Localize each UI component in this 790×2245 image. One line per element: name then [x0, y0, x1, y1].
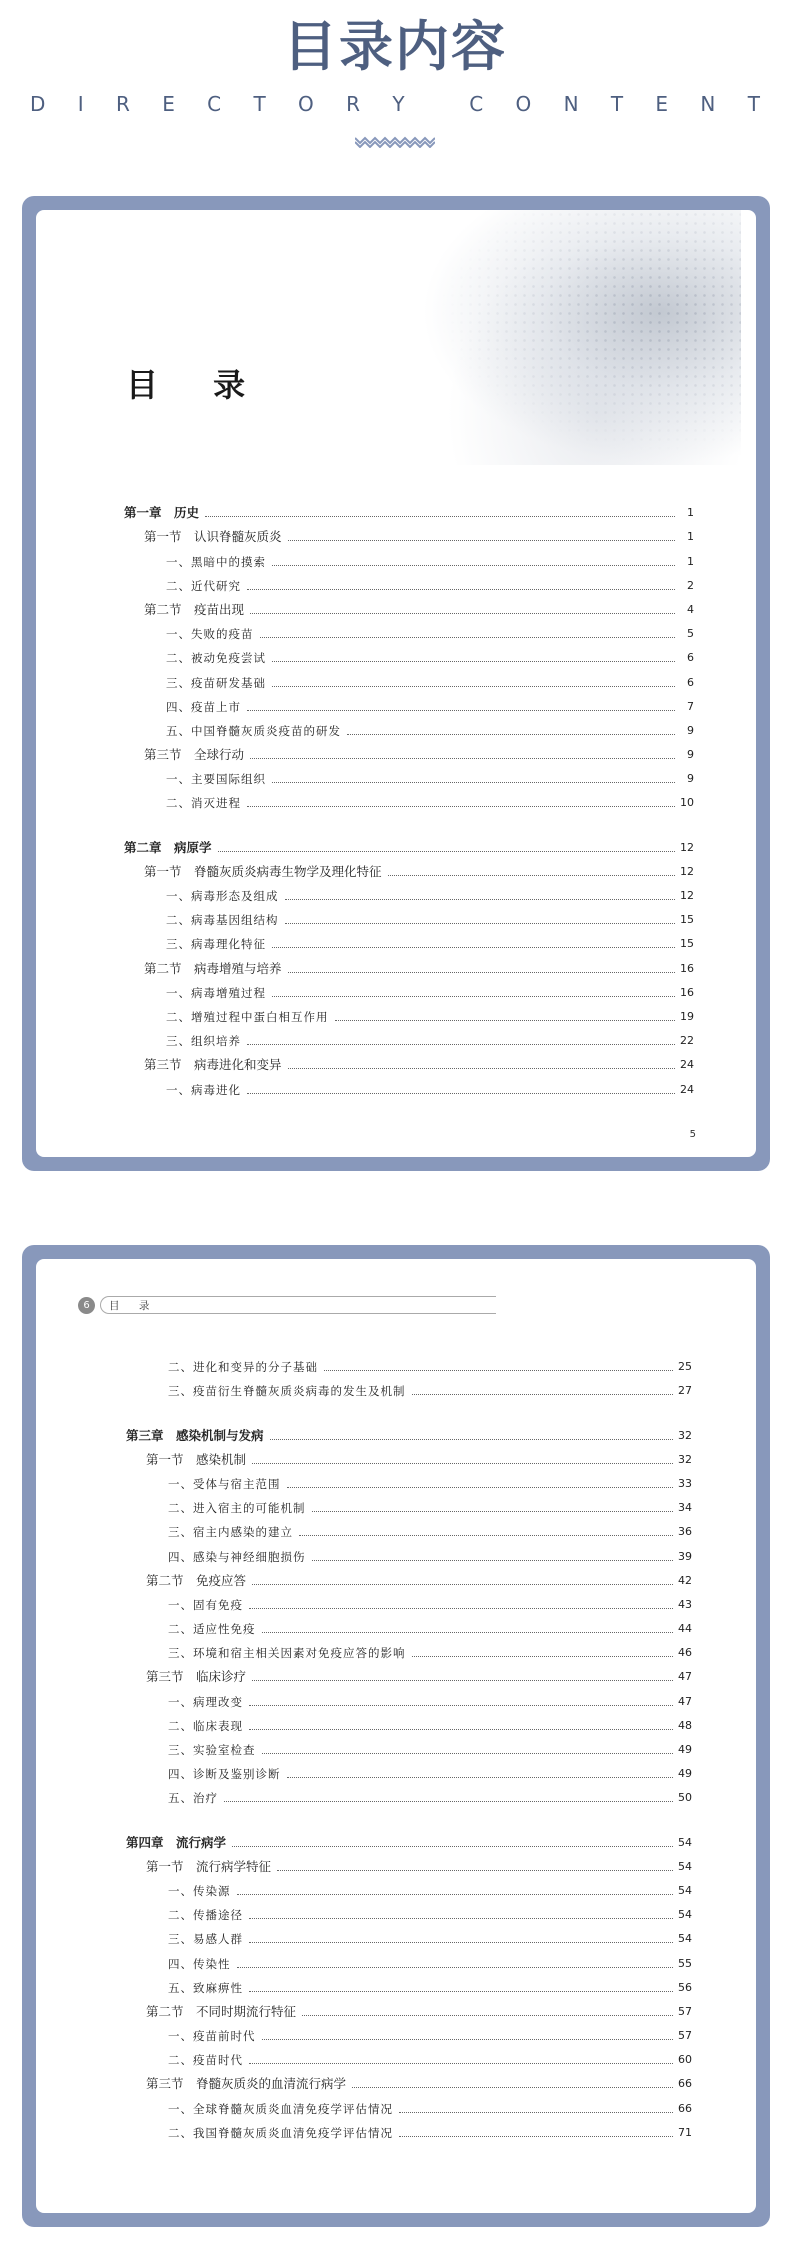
toc-entry-page: 47	[678, 1694, 692, 1708]
toc-leader-dots	[262, 1632, 674, 1633]
toc-leader-dots	[218, 851, 675, 852]
toc-entry-label: 第二节 免疫应答	[146, 1572, 247, 1588]
toc-entry-page: 54	[678, 1932, 692, 1946]
toc-entry-label: 四、传染性	[168, 1956, 231, 1971]
toc-subsection-entry[interactable]	[126, 1783, 692, 1807]
toc-leader-dots	[324, 1370, 673, 1371]
toc-entry-label: 二、被动免疫尝试	[166, 651, 266, 666]
toc-entry-page: 22	[680, 1034, 694, 1048]
toc-leader-dots	[249, 1991, 673, 1992]
toc-subsection-entry[interactable]	[126, 1517, 692, 1541]
toc-entry-label: 第二章 病原学	[124, 839, 212, 855]
toc-entry-page: 33	[678, 1476, 692, 1490]
toc-leader-dots	[285, 899, 676, 900]
toc-subsection-entry[interactable]	[124, 716, 694, 740]
toc-chapter-entry[interactable]	[124, 832, 694, 856]
toc-entry-label: 三、环境和宿主相关因素对免疫应答的影响	[168, 1646, 406, 1661]
toc-entry-page: 15	[680, 913, 694, 927]
toc-section-entry[interactable]	[126, 1566, 692, 1590]
toc-subsection-entry[interactable]	[124, 905, 694, 929]
toc-entry-page: 54	[678, 1859, 692, 1873]
toc-entry-label: 一、全球脊髓灰质炎血清免疫学评估情况	[168, 2101, 393, 2116]
toc-leader-dots	[287, 1487, 674, 1488]
toc-leader-dots	[252, 1680, 673, 1681]
toc-leader-dots	[412, 1656, 674, 1657]
toc-entry-label: 三、组织培养	[166, 1034, 241, 1049]
toc-subsection-entry[interactable]	[124, 1002, 694, 1026]
page-title: 目 录	[126, 366, 268, 404]
page-number: 5	[689, 1129, 696, 1140]
toc-leader-dots	[247, 710, 675, 711]
toc-list-page-2	[126, 1352, 692, 2142]
toc-entry-page: 7	[687, 699, 694, 713]
toc-entry-page: 12	[680, 864, 694, 878]
toc-entry-page: 19	[680, 1009, 694, 1023]
toc-leader-dots	[287, 1777, 674, 1778]
toc-entry-label: 第一节 流行病学特征	[146, 1858, 272, 1874]
toc-subsection-entry[interactable]	[126, 1900, 692, 1924]
toc-leader-dots	[272, 565, 675, 566]
toc-leader-dots	[250, 613, 675, 614]
toc-subsection-entry[interactable]	[126, 1376, 692, 1400]
toc-subsection-entry[interactable]	[124, 788, 694, 812]
toc-subsection-entry[interactable]	[126, 2021, 692, 2045]
toc-section-entry[interactable]	[126, 1997, 692, 2021]
toc-entry-page: 34	[678, 1501, 692, 1515]
toc-subsection-entry[interactable]	[124, 978, 694, 1002]
toc-leader-dots	[288, 540, 675, 541]
toc-entry-page: 54	[678, 1883, 692, 1897]
toc-chapter-gap	[126, 1807, 692, 1827]
toc-leader-dots	[250, 758, 675, 759]
toc-section-entry[interactable]	[126, 2069, 692, 2093]
toc-leader-dots	[252, 1584, 673, 1585]
toc-subsection-entry[interactable]	[126, 1973, 692, 1997]
toc-entry-label: 三、疫苗衍生脊髓灰质炎病毒的发生及机制	[168, 1384, 406, 1399]
toc-entry-page: 16	[680, 961, 694, 975]
toc-entry-page: 9	[687, 723, 694, 737]
section-subtitle	[30, 92, 760, 116]
toc-entry-label: 三、实验室检查	[168, 1743, 256, 1757]
toc-leader-dots	[399, 2136, 673, 2137]
toc-subsection-entry[interactable]	[124, 571, 694, 595]
toc-entry-label: 二、传播途径	[168, 1908, 243, 1923]
toc-subsection-entry[interactable]	[126, 1948, 692, 1972]
toc-entry-page: 1	[687, 554, 694, 568]
toc-leader-dots	[412, 1394, 674, 1395]
toc-entry-label: 四、诊断及鉴别诊断	[168, 1767, 281, 1782]
toc-section-entry[interactable]	[124, 1050, 694, 1074]
subtitle-letter: N	[563, 92, 579, 116]
toc-subsection-entry[interactable]	[126, 1590, 692, 1614]
toc-entry-page: 66	[678, 2101, 692, 2115]
toc-leader-dots	[272, 996, 675, 997]
toc-entry-page: 5	[687, 627, 694, 641]
toc-entry-label: 二、近代研究	[166, 578, 241, 593]
toc-entry-label: 一、黑暗中的摸索	[166, 554, 266, 569]
toc-entry-label: 四、疫苗上市	[166, 699, 241, 714]
toc-leader-dots	[312, 1560, 674, 1561]
toc-leader-dots	[247, 589, 675, 590]
toc-leader-dots	[249, 1608, 673, 1609]
toc-entry-label: 第三章 感染机制与发病	[126, 1427, 264, 1443]
toc-leader-dots	[335, 1020, 676, 1021]
toc-leader-dots	[272, 947, 675, 948]
toc-entry-page: 6	[687, 651, 694, 665]
toc-entry-label: 第三节 病毒进化和变异	[144, 1057, 282, 1073]
toc-entry-page: 9	[687, 772, 694, 786]
toc-entry-page: 15	[680, 937, 694, 951]
toc-entry-label: 一、病毒进化	[166, 1082, 241, 1097]
toc-leader-dots	[249, 1918, 673, 1919]
toc-entry-page: 57	[678, 2004, 692, 2018]
toc-leader-dots	[285, 923, 676, 924]
toc-entry-label: 二、病毒基因组结构	[166, 913, 279, 928]
subtitle-letter: R	[115, 92, 130, 116]
subtitle-letter: T	[747, 92, 760, 116]
toc-leader-dots	[237, 1894, 674, 1895]
toc-subsection-entry[interactable]	[126, 1735, 692, 1759]
toc-leader-dots	[288, 1068, 675, 1069]
toc-chapter-entry[interactable]	[126, 1420, 692, 1444]
toc-entry-page: 44	[678, 1622, 692, 1636]
toc-entry-page: 32	[678, 1428, 692, 1442]
toc-chapter-gap	[124, 812, 694, 832]
toc-leader-dots	[347, 734, 675, 735]
toc-leader-dots	[249, 2063, 673, 2064]
toc-leader-dots	[260, 637, 676, 638]
toc-entry-label: 第一章 历史	[124, 505, 200, 521]
toc-entry-label: 一、主要国际组织	[166, 772, 266, 787]
toc-entry-label: 第三节 全球行动	[144, 747, 245, 763]
toc-entry-page: 66	[678, 2077, 692, 2091]
toc-leader-dots	[249, 1729, 673, 1730]
subtitle-letter: O	[298, 92, 314, 116]
toc-entry-label: 二、增殖过程中蛋白相互作用	[166, 1009, 329, 1024]
toc-chapter-entry[interactable]	[126, 1827, 692, 1851]
toc-leader-dots	[388, 875, 675, 876]
toc-entry-label: 二、进化和变异的分子基础	[168, 1360, 318, 1375]
toc-page-2-frame	[22, 1245, 770, 2227]
toc-entry-page: 49	[678, 1743, 692, 1756]
toc-subsection-entry[interactable]	[124, 881, 694, 905]
toc-entry-label: 第三节 脊髓灰质炎的血清流行病学	[146, 2076, 347, 2092]
toc-entry-label: 三、病毒理化特征	[166, 937, 266, 952]
subtitle-letter: I	[77, 92, 84, 116]
toc-entry-label: 第二节 疫苗出现	[144, 601, 245, 617]
running-header-label: 目 录	[100, 1296, 496, 1314]
toc-subsection-entry[interactable]	[126, 1711, 692, 1735]
toc-entry-label: 一、固有免疫	[168, 1597, 243, 1612]
toc-leader-dots	[352, 2087, 673, 2088]
toc-entry-page: 47	[678, 1670, 692, 1684]
toc-subsection-entry[interactable]	[126, 1638, 692, 1662]
toc-leader-dots	[399, 2112, 673, 2113]
toc-entry-label: 五、中国脊髓灰质炎疫苗的研发	[166, 723, 341, 738]
toc-section-entry[interactable]	[124, 953, 694, 977]
toc-section-entry[interactable]	[126, 1445, 692, 1469]
running-header	[78, 1296, 498, 1316]
toc-leader-dots	[299, 1535, 673, 1536]
toc-subsection-entry[interactable]	[124, 1074, 694, 1098]
toc-entry-label: 第二节 不同时期流行特征	[146, 2003, 297, 2019]
toc-entry-label: 一、失败的疫苗	[166, 627, 254, 642]
toc-leader-dots	[262, 2039, 674, 2040]
toc-entry-page: 12	[680, 840, 694, 854]
toc-entry-label: 一、疫苗前时代	[168, 2029, 256, 2044]
toc-subsection-entry[interactable]	[126, 1352, 692, 1376]
toc-subsection-entry[interactable]	[126, 1876, 692, 1900]
toc-leader-dots	[270, 1439, 673, 1440]
toc-entry-page: 54	[678, 1908, 692, 1922]
subtitle-letter: T	[253, 92, 266, 116]
toc-section-entry[interactable]	[124, 857, 694, 881]
toc-leader-dots	[272, 661, 675, 662]
toc-entry-page: 27	[678, 1384, 692, 1398]
toc-leader-dots	[205, 516, 675, 517]
toc-leader-dots	[249, 1942, 673, 1943]
toc-entry-label: 第二节 病毒增殖与培养	[144, 960, 282, 976]
section-title: 目录内容	[283, 15, 507, 78]
toc-leader-dots	[247, 1093, 675, 1094]
toc-entry-page: 12	[680, 889, 694, 902]
toc-entry-page: 55	[678, 1956, 692, 1970]
toc-entry-label: 一、传染源	[168, 1883, 231, 1898]
toc-subsection-entry[interactable]	[126, 2118, 692, 2142]
toc-entry-page: 10	[680, 796, 694, 810]
subtitle-letter: D	[30, 92, 46, 116]
toc-entry-page: 39	[678, 1549, 692, 1563]
toc-entry-page: 43	[678, 1597, 692, 1611]
toc-entry-page: 48	[678, 1718, 692, 1732]
toc-entry-page: 6	[687, 675, 694, 689]
subtitle-letter: Y	[392, 92, 405, 116]
toc-entry-page: 49	[678, 1767, 692, 1781]
toc-entry-page: 25	[678, 1360, 692, 1374]
toc-entry-label: 第三节 临床诊疗	[146, 1669, 247, 1685]
toc-entry-label: 一、受体与宿主范围	[168, 1476, 281, 1491]
decorative-molecule-image	[421, 210, 741, 465]
toc-entry-page: 4	[687, 602, 694, 616]
toc-chapter-gap	[126, 1400, 692, 1420]
subtitle-letter: E	[655, 92, 669, 116]
toc-subsection-entry[interactable]	[126, 2093, 692, 2117]
subtitle-letter: R	[346, 92, 360, 116]
toc-entry-label: 二、疫苗时代	[168, 2053, 243, 2068]
toc-page-1	[36, 210, 756, 1157]
toc-subsection-entry[interactable]	[126, 1759, 692, 1783]
toc-entry-label: 一、病理改变	[168, 1694, 243, 1709]
toc-leader-dots	[224, 1801, 673, 1802]
toc-leader-dots	[302, 2015, 673, 2016]
toc-leader-dots	[288, 972, 675, 973]
toc-entry-page: 42	[678, 1573, 692, 1587]
toc-entry-page: 36	[678, 1525, 692, 1539]
subtitle-letter: N	[700, 92, 716, 116]
toc-entry-label: 三、疫苗研发基础	[166, 675, 266, 690]
toc-entry-page: 1	[687, 530, 694, 544]
toc-entry-label: 第一节 认识脊髓灰质炎	[144, 529, 282, 545]
toc-section-entry[interactable]	[126, 1852, 692, 1876]
toc-subsection-entry[interactable]	[124, 643, 694, 667]
toc-section-entry[interactable]	[126, 1662, 692, 1686]
toc-subsection-entry[interactable]	[126, 2045, 692, 2069]
toc-entry-page: 54	[678, 1835, 692, 1849]
toc-leader-dots	[247, 806, 675, 807]
toc-subsection-entry[interactable]	[126, 1541, 692, 1565]
toc-leader-dots	[249, 1705, 673, 1706]
toc-entry-page: 24	[680, 1058, 694, 1072]
toc-entry-page: 60	[678, 2053, 692, 2067]
running-header-page-number: 6	[78, 1297, 95, 1314]
subtitle-letter: C	[469, 92, 484, 116]
toc-subsection-entry[interactable]	[126, 1493, 692, 1517]
toc-leader-dots	[272, 686, 675, 687]
toc-section-entry[interactable]	[124, 740, 694, 764]
toc-subsection-entry[interactable]	[126, 1924, 692, 1948]
toc-leader-dots	[272, 782, 675, 783]
toc-entry-label: 三、易感人群	[168, 1932, 243, 1947]
toc-entry-page: 24	[680, 1082, 694, 1096]
toc-subsection-entry[interactable]	[124, 667, 694, 691]
toc-entry-page: 57	[678, 2029, 692, 2043]
toc-entry-page: 32	[678, 1452, 692, 1466]
subtitle-letter: E	[162, 92, 175, 116]
toc-page-1-frame	[22, 196, 770, 1171]
toc-entry-page: 1	[687, 506, 694, 520]
toc-subsection-entry[interactable]	[124, 929, 694, 953]
toc-leader-dots	[252, 1463, 673, 1464]
toc-entry-label: 第一节 脊髓灰质炎病毒生物学及理化特征	[144, 863, 382, 879]
toc-leader-dots	[247, 1044, 675, 1045]
toc-entry-page: 9	[687, 748, 694, 762]
toc-entry-page: 50	[678, 1791, 692, 1805]
toc-entry-label: 二、进入宿主的可能机制	[168, 1501, 306, 1516]
toc-entry-label: 五、致麻痹性	[168, 1980, 243, 1995]
toc-entry-label: 二、适应性免疫	[168, 1622, 256, 1637]
toc-subsection-entry[interactable]	[124, 1026, 694, 1050]
toc-entry-label: 二、临床表现	[168, 1718, 243, 1733]
toc-entry-label: 五、治疗	[168, 1791, 218, 1806]
subtitle-letter: C	[207, 92, 222, 116]
toc-entry-page: 56	[678, 1980, 692, 1994]
subtitle-letter: O	[515, 92, 532, 116]
toc-entry-label: 四、感染与神经细胞损伤	[168, 1549, 306, 1564]
toc-subsection-entry[interactable]	[124, 764, 694, 788]
toc-subsection-entry[interactable]	[126, 1469, 692, 1493]
wave-ornament-icon	[355, 134, 435, 148]
toc-leader-dots	[277, 1870, 673, 1871]
toc-leader-dots	[237, 1967, 674, 1968]
toc-entry-label: 第一节 感染机制	[146, 1451, 247, 1467]
toc-subsection-entry[interactable]	[124, 692, 694, 716]
toc-subsection-entry[interactable]	[124, 619, 694, 643]
toc-chapter-entry[interactable]	[124, 498, 694, 522]
toc-subsection-entry[interactable]	[124, 546, 694, 570]
toc-entry-label: 二、我国脊髓灰质炎血清免疫学评估情况	[168, 2125, 393, 2140]
toc-subsection-entry[interactable]	[126, 1614, 692, 1638]
toc-entry-page: 71	[678, 2125, 692, 2139]
toc-entry-page: 2	[687, 578, 694, 592]
toc-leader-dots	[232, 1846, 673, 1847]
toc-entry-label: 一、病毒形态及组成	[166, 889, 279, 903]
toc-entry-label: 三、宿主内感染的建立	[168, 1525, 293, 1540]
toc-entry-label: 二、消灭进程	[166, 796, 241, 811]
toc-section-entry[interactable]	[124, 522, 694, 546]
toc-leader-dots	[312, 1511, 674, 1512]
toc-subsection-entry[interactable]	[126, 1686, 692, 1710]
toc-entry-label: 第四章 流行病学	[126, 1834, 227, 1850]
toc-list-page-1	[124, 498, 694, 1099]
toc-entry-page: 16	[680, 985, 694, 999]
toc-page-2	[36, 1259, 756, 2213]
subtitle-letter: T	[610, 92, 624, 116]
toc-entry-page: 46	[678, 1646, 692, 1660]
toc-section-entry[interactable]	[124, 595, 694, 619]
toc-leader-dots	[262, 1753, 674, 1754]
toc-entry-label: 一、病毒增殖过程	[166, 985, 266, 1000]
